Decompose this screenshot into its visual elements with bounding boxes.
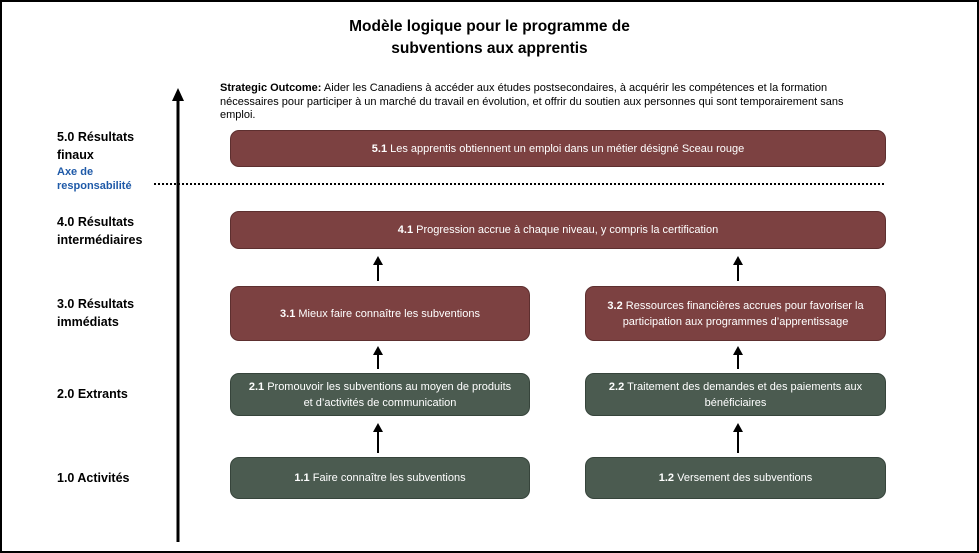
box-2-1-text: 2.1 Promouvoir les subventions au moyen de produits et d’activités de communication — [248, 380, 512, 409]
up-arrow-3-to-4-left — [371, 256, 385, 281]
up-arrow-2-to-3-right — [731, 346, 745, 369]
page-title-line1: Modèle logique pour le programme de — [349, 18, 630, 35]
box-3-1-text: 3.1 Mieux faire connaître les subventions — [280, 307, 480, 320]
box-2-2-output — [585, 373, 886, 416]
strategic-outcome-text — [220, 82, 880, 123]
up-arrow-3-to-4-right — [731, 256, 745, 281]
side-label-immediate-outcomes: 3.0 Résultats immédiats — [57, 297, 135, 329]
page-title-line2: subventions aux apprentis — [391, 40, 588, 57]
box-1-1-text: 1.1 Faire connaître les subventions — [294, 472, 466, 484]
box-2-2-text: 2.2 Traitement des demandes et des paiements aux bénéficiaires — [608, 380, 863, 409]
page-title — [2, 16, 977, 60]
side-label-activities: 1.0 Activités — [57, 471, 130, 485]
accountability-dotted-line — [154, 183, 884, 185]
box-3-2-immediate-outcome — [585, 286, 886, 341]
strategic-outcome-body: Aider les Canadiens à accéder aux études postsecondaires, à acquérir les compétences et la formation nécessaires pour participer à un marché du travail en évolution, et offrir du soutien aux personnes qui sont temporairement sans emploi. — [220, 82, 844, 121]
box-1-1-activity — [230, 457, 530, 499]
box-4-1-text: 4.1 Progression accrue à chaque niveau, y compris la certification — [397, 224, 719, 236]
box-1-2-text: 1.2 Versement des subventions — [658, 472, 813, 484]
box-4-1-intermediate-outcome — [230, 211, 886, 249]
up-arrow-1-to-2-left — [371, 423, 385, 453]
box-1-2-activity — [585, 457, 886, 499]
box-5-1-final-outcome — [230, 130, 886, 167]
box-3-1-immediate-outcome — [230, 286, 530, 341]
box-2-1-output — [230, 373, 530, 416]
side-label-final-outcomes: 5.0 Résultats finaux — [57, 130, 135, 162]
up-arrow-2-to-3-left — [371, 346, 385, 369]
strategic-outcome-label: Strategic Outcome: — [220, 82, 322, 94]
box-5-1-text: 5.1 Les apprentis obtiennent un emploi dans un métier désigné Sceau rouge — [371, 142, 745, 155]
side-label-accountability-axis: Axe de responsabilité — [57, 166, 132, 192]
side-label-intermediate-outcomes: 4.0 Résultats intermédiaires — [57, 215, 143, 247]
side-label-outputs: 2.0 Extrants — [57, 387, 128, 401]
up-arrow-1-to-2-right — [731, 423, 745, 453]
box-3-2-text: 3.2 Ressources financières accrues pour favoriser la participation aux programmes d’apprentissage — [607, 299, 864, 328]
